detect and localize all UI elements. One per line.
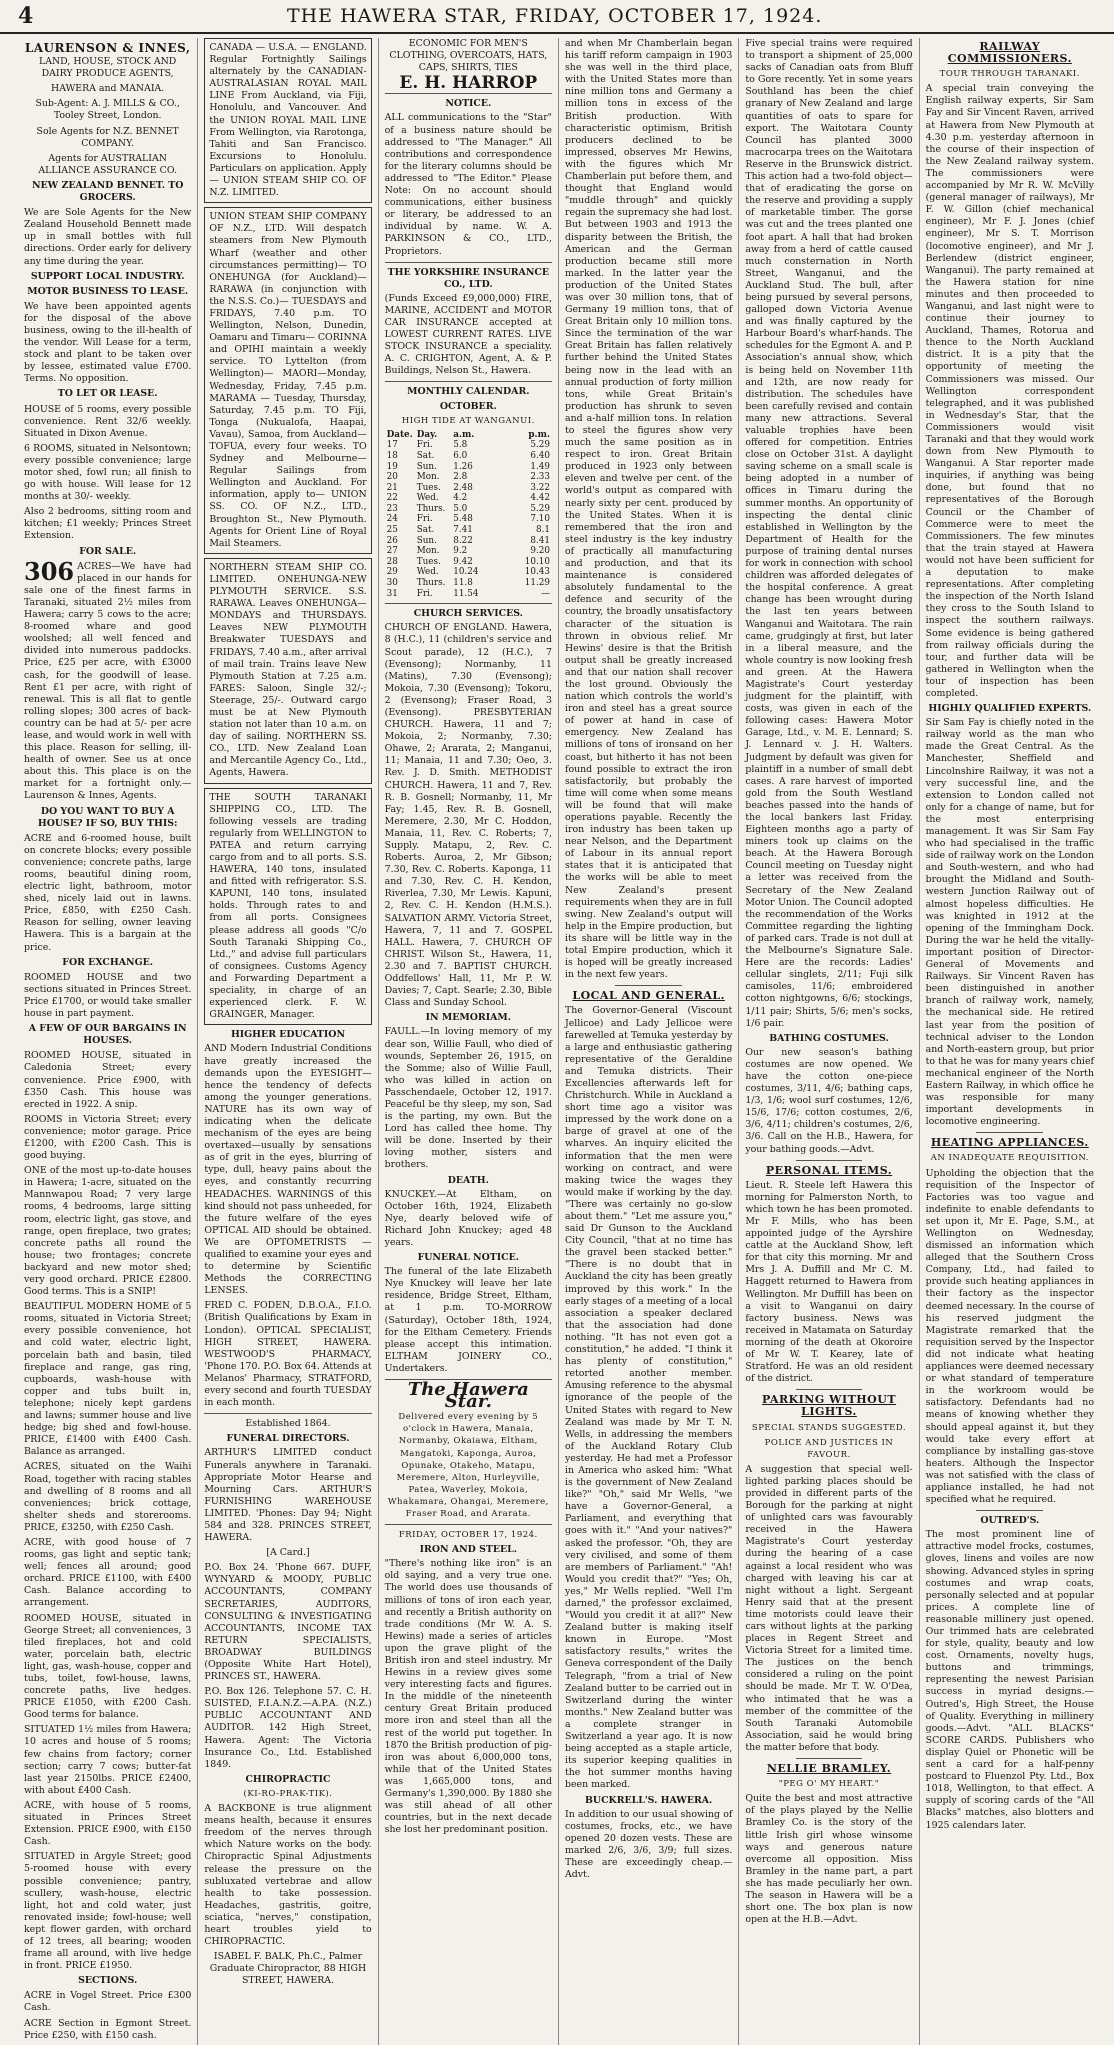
foden-ad: FRED C. FODEN, D.B.O.A., F.I.O. (British Qualifications by Exam in London). OPTICAL SPECIALIST, HIGH STREET, HAWERA. WESTWOOD'S PHARMACY, 'Phone 170. P.O. Box 64. Attends at Melanos' Pharmacy, STRATFORD, every second and fourth TUESDAY in each month. <box>204 1300 372 1409</box>
tide-cell: 11.8 <box>453 578 473 589</box>
tide-cell: 9.2 <box>453 546 468 557</box>
personal-heading: PERSONAL ITEMS. <box>765 1163 893 1177</box>
col1-line: LAND, HOUSE, STOCK AND DAIRY PRODUCE AGENTS, <box>38 56 177 80</box>
notice-heading: NOTICE. <box>445 98 492 110</box>
tide-row <box>385 525 552 536</box>
tide-row <box>385 462 552 473</box>
tide-cell: 3.22 <box>530 482 550 493</box>
calendar-subheading: HIGH TIDE AT WANGANUI. <box>401 415 535 426</box>
col1-line: Sole Agents for N.Z. BENNET COMPANY. <box>36 125 179 149</box>
tide-cell: 29 <box>386 567 398 578</box>
col1-para: ROOMED HOUSE and two sections situated in Princes Street. Price £1700, or would take smaller house in part payment. <box>24 971 192 1020</box>
tide-cell: — <box>541 588 550 599</box>
tide-cell: Sat. <box>416 450 435 461</box>
tide-row <box>385 546 552 557</box>
tide-cell: 9.20 <box>530 546 550 557</box>
divider <box>796 1758 863 1759</box>
heating-heading: HEATING APPLIANCES. <box>930 1136 1089 1150</box>
col1-para: BEAUTIFUL MODERN HOME of 5 rooms, situated in Victoria Street; every possible convenience, hot and cold water, electric light, porcelain bath and basin, tiled fireplace and range, gas ring, cupboards, wash-house with copper and tubs built in, telephone; nicely kept gardens and lawns; summer house and live hedge; big shed and fowl-house. PRICE, £1400 with £400 Cash. Balance as arranged. <box>24 1301 192 1458</box>
local-general-text: The Governor-General (Viscount Jellicoe) and Lady Jellicoe were farewelled at Temuka yesterday by a large and enthusiastic gathering representative of the Geraldine and Temuka districts. Their Excellencies afterwards left for Christchurch. While in Auckland a short time ago a visitor was impressed by the work done on a barge of gravel at one of the wharves. An inquiry elicited the information that the men were working on contract, and were making twice the wages they would make if working by the day. "There was certainly no go-slow about them." "Let me assure you," said Dr Gunson to the Auckland City Council, "that at no time has the gravel been stacked better." "There is no doubt that in Auckland the city has been greatly improved by this work." In the early stages of a meeting of a local association a speaker declared that the association had done nothing. "It has not even got a constitution," he added. "I think it has plenty of constitution," retorted another member. Amusing reference to the abysmal ignorance of the people of the United States with regard to New Zealand was made by Mr T. N. Wells, in addressing the members of the Auckland Rotary Club yesterday. He had met a Professor in America who asked him: "What is the government of New Zealand like?" "Oh," said Mr Wells, "we have a Governor-General, a Parliament, and everything that goes with it." "And your natives?" asked the professor. "Oh, they are very civilised, and some of them are members of Parliament." "Ah! Would you credit that?" "Yes; Oh, yes," Mr Wells replied. "Well I'm darned," the professor exclaimed, "Would you credit it at all?" New Zealand butter is making itself known in Europe. "Most satisfactory results," writes the Geneva correspondent of the Daily Telegraph, "from a trial of New Zealand butter to be carried out in Switzerland during the winter months." New Zealand butter was a complete stranger in Switzerland a year ago. It is now being accepted as a staple article, its superior keeping qualities in the hot summer months having been marked. <box>564 1005 733 1791</box>
tide-cell: Mon. <box>416 546 440 557</box>
church-text: CHURCH OF ENGLAND. Hawera, 8 (H.C.), 11 (children's service and Scout parade), 12 (H.C.), 7 (Evensong); Normanby, 11 (Matins), 7.30 (Evensong); Mokoia, 7.30 (Evensong); Tokoru, 2 (Evensong); Fraser Road, 3 (Evensong). PRESBYTERIAN CHURCH. Hawera, 11 and 7; Mokoia, 2; Normanby, 7.30; Ohawe, 2; Ararata, 2; Manganui, 11; Manaia, 11 and 7.30; Oeo, 3. Rev. J. D. Smith. METHODIST CHURCH. Hawera, 11 and 7, Rev. R. B. Gosnell; Normanby, 11, Mr Fay; 1.45, Rev. R. B. Gosnell, Meremere, 2.30, Mr C. Hoddon, Manaia, 11, Rev. C. Roberts; 7, Supply. Matapu, 2, Rev. C. Roberts. Auroa, 2, Mr Gibson; 7.30, Rev. C. Roberts. Kaponga, 11 and 7.30, Rev. C. H. Kendon, Riverlea, 7.30, Mr Lewis. Kapuni, 2, Rev. C. H. Kendon (H.M.S.). SALVATION ARMY. Victoria Street, Hawera, 7, 11 and 7. GOSPEL HALL. Hawera, 7. CHURCH OF CHRIST. Wilson St., Hawera, 11, 2.30 and 7. BAPTIST CHURCH. Oddfellows' Hall, 11, Mr P. W. Davies; 7, Capt. Searle; 2.30, Bible Class and Sunday School. <box>384 622 552 1009</box>
northern-steam-ad: NORTHERN STEAM SHIP CO. LIMITED. ONEHUNGA-NEW PLYMOUTH SERVICE. S.S. RARAWA. Leaves ONEHUNGA— MONDAYS and THURSDAYS. Leaves NEW PLYMOUTH Breakwater TUESDAYS and FRIDAYS, 7.40 a.m., after arrival of mail train. Trains leave New Plymouth Station at 7.25 a.m. FARES: Saloon, Single 32/-; Steerage, 25/-. Outward cargo must be at New Plymouth station not later than 10 a.m. on day of sailing. NORTHERN SS. CO., LTD. New Zealand Loan and Mercantile Agency Co., Ltd., Agents, Hawera. <box>204 558 371 784</box>
tide-col-pm: p.m. <box>528 429 550 440</box>
chiropractic-subheading: (KI-RO-PRAK-TIK). <box>243 1788 333 1799</box>
col1-para: We have been appointed agents for the disposal of the above business, owing to the ill-health of the vendor. Will Lease for a term, stock and plant to be taken over by lessee, estimated value £700. Terms. No opposition. <box>24 300 192 385</box>
tide-cell: 6.40 <box>530 450 550 461</box>
funeral-notice-text: The funeral of the late Elizabeth Nye Knuckey will leave her late residence, Bridge Street, Eltham, at 1 p.m. TO-MORROW (Saturday), October 18th, 1924, for the Eltham Cemetery. Friends please accept this intimation. ELTHAM JOINERY CO., Undertakers. <box>384 1266 552 1374</box>
iron-steel-continued: and when Mr Chamberlain began his tariff reform campaign in 1903 she was well in the third place, with the United States more than nine million tons and Germany a million tons in excess of the British production. With characteristic optimism, British producers declined to be impressed, observes Mr Hewins, with the figures which Mr Chamberlain put before them, and thought that England would "muddle through" and quickly regain the supremacy she had lost. But between 1903 and 1913 the disparity between the British, the American and the German production became still more marked. In the latter year the production of the United States was over 30 million tons, that of Germany 19 million tons, that of Great Britain only 10 million tons. Since the termination of the war Great Britain has fallen relatively further behind the United States being now in the lead with an annual production of forty million tons, while Great Britain's production has shrunk to seven and a-half million tons. In relation to steel the figures show very much the same position as in respect to iron. Great Britain produced in 1923 only between eleven and twelve per cent. of the world's output as compared with nearly sixty per cent. produced by the United States. When it is remembered that the iron and steel industry is the key industry of practically all manufacturing and production, and that its maintenance is considered absolutely fundamental to the defence and security of the country, the broadly unsatisfactory character of the situation is thrown in obvious relief. Mr Hewins' desire is that the British output shall be greatly increased and that our nation shall recover the lost ground. Obviously the nation which controls the world's iron and steel has a great source of power at hand in case of emergency. New Zealand has millions of tons of ironsand on her coast, but hitherto it has not been found possible to extract the iron satisfactorily, but probably the time will come when some means will be found that will make operations payable. Recently the iron industry has been taken up near Nelson, and the Department of Labour in its annual report states that it is anticipated that the works will be able to meet New Zealand's present requirements when they are in full swing. New Zealand's output will help in the Empire production, but its share will be little way in the total Empire production, which it is hoped will be greatly increased in the next few years. <box>564 38 733 981</box>
col1-para: ONE of the most up-to-date houses in Hawera; 1-acre, situated on the Mannwapou Road; 7 very large rooms, 4 bedrooms, large sitting room, electric light, gas stove, and range, open fireplace, two grates; concrete paths all round the house; two frontages; concrete backyard and new motor shed; very good orchard. PRICE £2800. Good terms. This is a SNIP! <box>24 1165 192 1298</box>
tide-cell: 1.26 <box>453 461 473 472</box>
tide-cell: 5.0 <box>453 503 468 514</box>
personal-text: Lieut. R. Steele left Hawera this morning for Palmerston North, to which town he has been promoted. Mr F. Mills, who has been appointed judge of the Ayrshire cattle at the Auckland Show, left for that city this morning. Mr and Mrs J. A. Duffill and Mr C. M. Haggett returned to Hawera from Wellington. Mr Duffill has been on a visit to Wanganui on dairy factory business. News was received in Matamata on Saturday morning of the death at Okoroire of Mr W. T. Kearey, late of Stratford. He was an old resident of the district. <box>745 1179 913 1385</box>
tide-table-header <box>385 430 552 441</box>
notice-text: ALL communications to the "Star" of a business nature should be addressed to "The Manager." All contributions and correspondence for the literary columns should be addressed to "The Editor." Please Note: On no account should communications, either business or literary, be addressed to an individual by name. W. A. PARKINSON & CO., LTD., Proprietors. <box>384 112 552 257</box>
col1-para: ROOMS in Victoria Street; every convenience; motor garage. Price £1200, with £200 Cash. This is good buying. <box>24 1113 192 1162</box>
nellie-heading: NELLIE BRAMLEY. <box>766 1762 892 1776</box>
railway-subheading: TOUR THROUGH TARANAKI. <box>939 69 1080 80</box>
divider <box>385 93 552 94</box>
tide-cell: Wed. <box>416 567 439 578</box>
funeral-directors-text: ARTHUR'S LIMITED conduct Funerals anywhere in Taranaki. Appropriate Motor Hearse and Mourning Cars. ARTHUR'S FURNISHING WAREHOUSE LIMITED. 'Phones: Day 94; Night 584 and 328. PRINCES STREET, HAWERA. <box>204 1447 372 1544</box>
col1-subheading: SUPPORT LOCAL INDUSTRY. <box>30 270 185 282</box>
outred-text: The most prominent line of attractive model frocks, costumes, gloves, linens and voiles are now showing. Advanced styles in spring costumes and wrap coats, personally selected and at popular prices. A complete line of reasonable millinery just opened. Our trimmed hats are celebrated for style, quality, beauty and low cost. Ornaments, novelty hugs, buttons and trimmings, representing the newest Parisian success in myriad designs.—Outred's, High Street, the House of Quality. Everything in millinery goods.—Advt. "ALL BLACKS" SCORE CARDS. Publishers who display Quiel or Phonetic will be sent a card for a half-penny postcard to Fluenzol Pty. Ltd., Box 1018, Wellington, to that effect. A supply of scoring cards of the "All Blacks" matches, also blotters and 1925 calendars later. <box>925 1529 1094 1831</box>
masthead-title: THE HAWERA STAR, FRIDAY, OCTOBER 17, 1924. <box>286 5 823 27</box>
tide-row <box>385 567 552 578</box>
death-heading: DEATH. <box>447 1174 489 1186</box>
hawera-star-subtitle: Delivered every evening by 5 o'clock in Hawera, Manaia, Normanby, Okaiawa, Eltham, Mangatoki, Kaponga, Auroa, Opunake, Otakeho, Matapu, Meremere, Alton, Hurleyville, Patea, Waverley, Mokoia, Whakamara, Ohangai, Meremere, Fraser Road, and Ararata. <box>387 1412 549 1519</box>
divider <box>615 985 682 986</box>
tide-cell: 21 <box>386 482 398 493</box>
col1-subheading: A FEW OF OUR BARGAINS IN HOUSES. <box>28 1023 187 1047</box>
tide-table <box>385 430 552 600</box>
experts-heading: HIGHLY QUALIFIED EXPERTS. <box>928 703 1092 715</box>
big-number: 306 <box>24 556 75 586</box>
col1-subheading: DO YOU WANT TO BUY A HOUSE? IF SO, BUY THIS: <box>37 805 178 829</box>
tide-cell: 28 <box>386 556 398 567</box>
parking-text: A suggestion that special well-lighted parking places should be provided in different parts of the Borough for the parking at night of unlighted cars was favourably received in the Hawera Magistrate's Court yesterday during the hearing of a case against a local resident who was charged with leaving his car at night without a light. Sergeant Henry said that at the present time motorists could leave their cars without lights at the parking places in Regent Street and Victoria Street for a limited time. The justices on the bench considered a ruling on the point should be made. Mr T. W. O'Dea, who intimated that he was a member of the committee of the South Taranaki Automobile Association, said he would bring the matter before that body. <box>745 1463 913 1753</box>
tide-row <box>385 557 552 568</box>
tide-cell: 5.8 <box>453 440 468 451</box>
parking-subheading: SPECIAL STANDS SUGGESTED. <box>751 1422 907 1433</box>
divider <box>204 1413 371 1414</box>
tide-cell: 30 <box>386 578 398 589</box>
tide-cell: Tues. <box>416 482 441 493</box>
tide-row <box>385 483 552 494</box>
chiropractic-heading: CHIROPRACTIC <box>245 1773 331 1785</box>
suisted-ad: P.O. Box 126. Telephone 57. C. H. SUISTED, F.I.A.N.Z.—A.P.A. (N.Z.) PUBLIC ACCOUNTANT AND AUDITOR. 142 High Street, Hawera. Agent: The Victoria Insurance Co., Ltd. Established 1849. <box>204 1686 372 1770</box>
tide-cell: 2.33 <box>530 472 550 483</box>
tide-row <box>385 451 552 462</box>
tide-cell: 26 <box>386 535 398 546</box>
yorkshire-heading: THE YORKSHIRE INSURANCE CO., LTD. <box>387 266 550 290</box>
established-line: Established 1864. <box>245 1418 331 1430</box>
higher-education-text: AND Modern Industrial Conditions have greatly increased the demands upon the EYESIGHT—hence the tendency of defects among the younger generations. NATURE has its own way of indicating when the delicate mechanism of the eyes are being overtaxed—usually by sensations as of grit in the eyes, blurring of type, dull, heavy pains about the eyes, and constantly recurring HEADACHES. WARNINGS of this kind should not pass unheeded, for the future welfare of the eyes OPTICAL AID should be obtained. We are OPTOMETRISTS —qualified to examine your eyes and to determine by Scientific Methods the CORRECTING LENSES. <box>204 1043 372 1297</box>
tide-cell: 4.42 <box>530 493 550 504</box>
tide-cell: 19 <box>386 461 398 472</box>
higher-education-heading: HIGHER EDUCATION <box>230 1029 346 1041</box>
tide-row <box>385 589 552 600</box>
funeral-directors-heading: FUNERAL DIRECTORS. <box>226 1433 350 1445</box>
death-text: KNUCKEY.—At Eltham, on October 16th, 1924, Elizabeth Nye, dearly beloved wife of Richard John Knuckey; aged 48 years. <box>384 1188 552 1248</box>
experts-text: Sir Sam Fay is chiefly noted in the railway world as the man who made the Great Central. As the Manchester, Sheffield and Lincolnshire Railway, it was not a very successful line, and the extension to London called not only for a change of name, but for the most enterprising management. It was Sir Sam Fay who had specialised in the traffic side of railway work on the London and South-western, and who had brought the Midland and South-western Junction Railway out of almost hopeless difficulties. He was knighted in 1912 at the opening of the Immingham Dock. During the war he held the vitally-important position of Director-General of Movements and Railways. Sir Vincent Raven has been distinguished in another branch of railway work, namely, the mechanical side. He retired last year from the position of technical adviser to the London and North-eastern group, but prior to that he was for many years chief mechanical engineer of the North Eastern Railway, in which office he was responsible for many important developments in locomotive engineering. <box>925 717 1094 1128</box>
divider <box>796 1160 863 1161</box>
memoriam-text: FAULL.—In loving memory of my dear son, Willie Faull, who died of wounds, September 26, 1915, on the Somme; also of Willie Faull, who was killed in action on Passchendaele, October 12, 1917. Peaceful be thy sleep, my son, Sad is the parting, my own. But the Lord has called thee home. Thy will be done. Inserted by their loving mother, sisters and brothers. <box>384 1026 552 1171</box>
column-1-classifieds <box>18 38 198 2045</box>
tide-cell: 31 <box>386 588 398 599</box>
col1-subheading: FOR EXCHANGE. <box>62 956 154 968</box>
balk-ad: ISABEL F. BALK, Ph.C., Palmer Graduate Chiropractor, 88 HIGH STREET, HAWERA. <box>209 1951 367 1987</box>
col1-subheading: FOR SALE. <box>79 545 137 557</box>
laurenson-heading: LAURENSON & INNES, <box>24 41 191 55</box>
tide-cell: Thurs. <box>416 578 446 589</box>
tide-cell: 5.29 <box>530 503 550 514</box>
iron-steel-heading: IRON AND STEEL. <box>419 1544 517 1556</box>
col1-para: 6 ROOMS, situated in Nelsontown; every possible convenience; large motor shed, fowl run; all finish to go with house. Will lease for 12 months at 30/- weekly. <box>24 442 192 503</box>
tide-cell: 18 <box>386 450 398 461</box>
page-number: 4 <box>18 3 34 29</box>
tide-cell: 2.48 <box>453 482 473 493</box>
tide-cell: Sun. <box>416 461 437 472</box>
railway-text: A special train conveying the English railway experts, Sir Sam Fay and Sir Vincent Raven, arrived at Hawera from New Plymouth at 4.30 p.m. yesterday afternoon in the course of their inspection of the New Zealand railway system. The commissioners were accompanied by Mr R. W. McVilly (general manager of railways), Mr F. W. Gillon (chief mechanical engineer), Mr F. J. Jones (chief engineer), Mr S. T. Morrison (locomotive engineer), and Mr J. Berlendew (district engineer, Wanganui). The party remained at the Hawera station for nine minutes and then proceeded to Wanganui, and last night were to continue their journey to Auckland, Thames, Rotorua and thence to the North Auckland district. It is a pity that the opportunity of meeting the Commissioners was missed. Our Wellington correspondent telegraphed, and it was published in Wednesday's Star, that the Commissioners would visit Taranaki and that they would work down from New Plymouth to Wanganui. A Star reporter made inquiries, if anything was being done, but found that no representatives of the Borough Council or the Chamber of Commerce were to meet the Commissioners. The few minutes that the train stayed at Hawera would not have been sufficient for a deputation to make representations. After completing the inspection of the North Island they cross to the South Island to inspect the southern railways. Some evidence is being gathered from railway officials during the tour, and further data will be gathered in Wellington when the tour of inspection has been completed. <box>925 83 1094 699</box>
divider <box>796 1389 863 1390</box>
tide-row <box>385 536 552 547</box>
tide-cell: Sun. <box>416 535 437 546</box>
nellie-subheading: "PEG O' MY HEART." <box>778 1779 880 1790</box>
divider <box>385 1524 552 1525</box>
tide-cell: Mon. <box>416 472 440 483</box>
nellie-text: Quite the best and most attractive of the plays played by the Nellie Bramley Co. is the story of the little Irish girl whose winsome ways and generous nature overcome all opposition. Miss Bramley in the name part, a part she has made peculiarly her own. The season in Hawera will be a short one. The box plan is now open at the H.B.—Advt. <box>745 1793 913 1926</box>
buckrell-text: In addition to our usual showing of costumes, frocks, etc., we have opened 20 dozen vests. These are marked 2/6, 3/6, 3/9; full sizes. These are exceedingly cheap.—Advt. <box>564 1808 733 1881</box>
col1-subheading: MOTOR BUSINESS TO LEASE. <box>27 285 189 297</box>
col1-para: ACRES, situated on the Waihi Road, together with racing stables and dwelling of 8 rooms and all conveniences; brick cottage, shelter sheds and storerooms. PRICE, £3250, with £250 Cash. <box>24 1461 192 1533</box>
tide-cell: Wed. <box>416 493 439 504</box>
harrop-name: E. H. HARROP <box>399 73 538 94</box>
tide-cell: 10.24 <box>453 567 479 578</box>
tide-row <box>385 472 552 483</box>
chiropractic-text: A BACKBONE is true alignment means health, because it ensures freedom of the nerves through which Nature works on the body. Chiropractic Spinal Adjustments release the pressure on the subluxated vertebrae and allow health to take possession. Headaches, gastritis, goitre, sciatica, "nerves," constipation, heart troubles yield to CHIROPRACTIC. <box>204 1803 372 1948</box>
tide-row <box>385 493 552 504</box>
parking-subheading-2: POLICE AND JUSTICES IN FAVOUR. <box>764 1437 894 1460</box>
tide-cell: Tues. <box>416 556 441 567</box>
tide-row <box>385 514 552 525</box>
col1-line: Sub-Agent: A. J. MILLS & CO., Tooley Street, London. <box>35 98 180 122</box>
tide-cell: 5.48 <box>453 514 473 525</box>
buckrell-heading: BUCKRELL'S. HAWERA. <box>584 1794 713 1806</box>
tide-cell: 9.42 <box>453 556 473 567</box>
tide-cell: 8.22 <box>453 535 473 546</box>
union-steam-ad: UNION STEAM SHIP COMPANY OF N.Z., LTD. Will despatch steamers from New Plymouth Wharf (weather and other circumstances permitting)— TO ONEHUNGA (for Auckland)— RARAWA (in conjunction with the N.S.S. Co.)— TUESDAYS and FRIDAYS, 7.40 p.m. TO Wellington, Nelson, Dunedin, Oamaru and Timaru— CORINNA and OPIHI maintain a weekly service. TO Lyttelton (from Wellington)— MAORI—Monday, Wednesday, Friday, 7.45 p.m. MARAMA — Tuesday, Thursday, Saturday, 7.45 p.m. TO Fiji, Tonga (Nukualofa, Haapai, Vavau), Samoa, from Auckland— TOFUA, every four weeks. TO Sydney and Melbourne— Regular Sailings from Wellington and Auckland. For information, apply to— UNION SS. CO. OF N.Z., LTD., Broughton St., New Plymouth. Agents for Orient Line of Royal Mail Steamers. <box>204 207 371 554</box>
tide-cell: 10.43 <box>524 567 550 578</box>
col1-para: ROOMED HOUSE, situated in Caledonia Street; every convenience. Price £900, with £350 Cash. This house was erected in 1922. A snip. <box>24 1050 192 1110</box>
tide-cell: 4.2 <box>453 493 468 504</box>
memoriam-heading: IN MEMORIAM. <box>425 1012 512 1024</box>
col1-para: Also 2 bedrooms, sitting room and kitchen; £1 weekly; Princes Street Extension. <box>24 506 192 542</box>
duff-ad: P.O. Box 24. 'Phone 667. DUFF, WYNYARD & MOODY, PUBLIC ACCOUNTANTS, COMPANY SECRETARIES, AUDITORS, CONSULTING & INVESTIGATING ACCOUNTANTS, INCOME TAX RETURN SPECIALISTS, BROADWAY BUILDINGS (Opposite White Hart Hotel), PRINCES ST., HAWERA. <box>204 1562 372 1683</box>
column-5-news <box>739 38 919 2045</box>
tide-cell: 11.54 <box>453 588 479 599</box>
tide-cell: 7.10 <box>530 514 550 525</box>
tide-col-day: Day. <box>416 429 438 440</box>
tide-cell: 24 <box>386 514 398 525</box>
tide-cell: Fri. <box>416 440 433 451</box>
divider <box>976 1132 1043 1133</box>
col1-para: SITUATED in Argyle Street; good 5-roomed house with every possible convenience; pantry, scullery, wash-house, electric light, hot and cold water, just renovated inside; fowl-house; well kept flower garden, with orchard of 12 trees, all bearing; wooden frame all around, with live hedge in front. PRICE £1950. <box>24 1851 192 1972</box>
masthead <box>0 0 1114 34</box>
church-heading: CHURCH SERVICES. <box>413 608 523 620</box>
tide-cell: 25 <box>386 525 398 536</box>
tide-cell: 27 <box>386 546 398 557</box>
calendar-month: OCTOBER. <box>439 400 497 412</box>
tide-cell: 23 <box>386 503 398 514</box>
divider <box>385 603 552 604</box>
col1-line: Agents for AUSTRALIAN ALLIANCE ASSURANCE CO. <box>38 152 177 176</box>
tide-cell: Sat. <box>416 525 435 536</box>
heating-text: Upholding the objection that the requisition of the Inspector of Factories was too vague and indefinite to enable defendants to set upon it, Mr E. Page, S.M., at Wellington on Wednesday, dismissed an information which alleged that the Southern Cross Company, Ltd., had failed to provide such heating appliances in their factory as the inspector deemed necessary. In the course of his reserved judgment the Magistrate remarked that the requisition served by the Inspector did not indicate what heating appliances were deemed necessary or what standard of temperature in the workroom would be satisfactory. Defendants had no means of knowing whether they should appeal against it, but they would take every effort at compliance by installing gas-stove heaters. Although the Inspector was not satisfied with the class of appliance installed, he had not specified what he required. <box>925 1167 1094 1506</box>
tide-cell: Fri. <box>416 588 433 599</box>
tide-cell: 11.29 <box>524 578 550 589</box>
tide-cell: 17 <box>386 440 398 451</box>
col1-para-text: ACRES—We have had placed in our hands for sale one of the finest farms in Taranaki, situated 2½ miles from Hawera; carry 5 cows to the acre; 8-roomed whare and good woolshed; all well fenced and divided into numerous paddocks. Price, £25 per acre, with £3000 cash, for the goodwill of lease. Rent £1 per acre, with right of renewal. This is all flat to gentle rolling slopes; 300 acres of back-country can be had at 5/- per acre lease, and would work in well with this place. Reason for selling, ill-health of owner. See us at once about this. This place is on the market for a fortnight only.—Laurenson & Innes, Agents. <box>24 560 192 802</box>
date-line: FRIDAY, OCTOBER 17, 1924. <box>398 1530 538 1541</box>
column-2-shipping <box>198 38 378 2045</box>
divider <box>385 381 552 382</box>
canada-ad: CANADA — U.S.A. — ENGLAND. Regular Fortnightly Sailings alternately by the CANADIAN-AUSTRALASIAN ROYAL MAIL LINE From Auckland, via Fiji, Honolulu, and Vancouver. And the UNION ROYAL MAIL LINE From Wellington, via Rarotonga, Tahiti and San Francisco. Excursions to Honolulu. Particulars on application. Apply— UNION STEAM SHIP CO. OF N.Z. LIMITED. <box>204 38 371 203</box>
tide-row <box>385 504 552 515</box>
col1-para: SITUATED 1½ miles from Hawera; 10 acres and house of 5 rooms; few chains from factory; corner section; carry 7 cows; butter-fat last year 2150lbs. PRICE £2400, with about £400 Cash. <box>24 1724 192 1796</box>
tide-cell: Thurs. <box>416 503 446 514</box>
column-6-news <box>920 38 1100 2045</box>
columns <box>18 38 1100 2041</box>
funeral-notice-heading: FUNERAL NOTICE. <box>417 1252 520 1264</box>
col1-para-300acres <box>24 556 192 803</box>
col1-subheading: TO LET OR LEASE. <box>57 388 158 400</box>
col1-para: HOUSE of 5 rooms, every possible convenience. Rent 32/6 weekly. Situated in Dixon Avenue. <box>24 403 192 439</box>
bathing-heading: BATHING COSTUMES. <box>769 1032 889 1044</box>
local-general-heading: LOCAL AND GENERAL. <box>572 989 725 1003</box>
tide-col-am: a.m. <box>453 429 475 440</box>
hawera-star-title: The Hawera Star. <box>407 1379 529 1413</box>
col5-news-text: Five special trains were required to transport a shipment of 25,000 sacks of Canadian oats from Bluff to Gore recently. Yet in some years Southland has been the chief granary of New Zealand and large quantities of oats to spare for export. The Waitotara County Council has planted 3000 macrocarpa trees on the Waitotara Reserve in the Brunswick district. This action had a two-fold object—that of eradicating the gorse on the reserve and providing a supply of marketable timber. The gorse was cut and the trees planted one foot apart. A hall that had broken away from a herd of cattle caused much consternation in North Street, Wanganui, and the Auckland Stud. The bull, after being pursued by several persons, galloped down Victoria Avenue and was finally captured by the Harbour Board's wharf-hands. The schedules for the Egmont A. and P. Association's annual show, which is being held on November 11th and 12th, are now ready for distribution. The schedules have been carefully revised and contain many new attractions. Several valuable trophies have been offered for competition. Entries close on October 31st. A daylight saving scheme on a small scale is being adopted in a number of offices in Timaru during the summer months. An opportunity of inspecting the dental clinic established in Wellington by the Department of Health for the purpose of training dental nurses for work in connection with school children was afforded delegates of the hospital conference. A great change has been wrought during the last ten years between Wanganui and Waitotara. The rain came, grudgingly at first, but later in a liberal measure, and the whole country is now looking fresh and green. At the Hawera Magistrate's Court yesterday judgment for the plaintiff, with costs, was given in each of the following cases: Hawera Motor Garage, Ltd., v. M. E. Lennard; S. J. Lennard v. J. H. Walters. Judgment by default was given for plaintiff in a number of small debt cases. A rare harvest of imported gold from the South Westland beaches passed into the hands of the local bankers last Friday. Eighteen months ago a party of miners took up claims on the beach. At the Hawera Borough Council meeting on Tuesday night a letter was received from the Secretary of the New Zealand Motor Union. The Council adopted the recommendation of the Works Committee regarding the lighting of parked cars. Trade is not dull at the Melbourne's Signature Sale. Here are the records: Ladies' cellular singlets, 2/11; Fuji silk camisoles, 11/6; embroidered cotton nightgowns, 6/6; stockings, 1/11 pair; Shirts, 5/6; men's socks, 1/6 pair. <box>745 38 913 1029</box>
tide-cell: 8.41 <box>530 535 550 546</box>
tide-row <box>385 440 552 451</box>
col1-para: ACRE Section in Egmont Street. Price £250, with £150 cash. <box>24 2017 192 2041</box>
col1-para: ACRE in Vogel Street. Price £300 Cash. <box>24 1990 192 2014</box>
railway-heading: RAILWAY COMMISSIONERS. <box>947 40 1072 66</box>
col1-para: ACRE, with house of 5 rooms, situated in Princes Street Extension. PRICE £900, with £150 Cash. <box>24 1799 192 1848</box>
tide-cell: 8.1 <box>535 525 550 536</box>
column-3-notices <box>379 38 559 2045</box>
col1-para: ACRE and 6-roomed house, built on concrete blocks; every possible convenience; concrete paths, large rooms, beautiful dining room, electric light, bathroom, motor shed, nicely laid out in lawns. Price, £850, with £250 Cash. Reason for selling, owner leaving Hawera. This is a bargain at the price. <box>24 832 192 953</box>
tide-row <box>385 578 552 589</box>
divider <box>385 262 552 263</box>
tide-cell: 1.49 <box>530 461 550 472</box>
yorkshire-text: (Funds Exceed £9,000,000) FIRE, MARINE, ACCIDENT and MOTOR CAR INSURANCE accepted at LOWEST CURRENT RATES. LIVE STOCK INSURANCE a speciality. A. C. CRIGHTON, Agent, A. & P. Buildings, Nelson St., Hawera. <box>384 292 552 377</box>
col1-para: ROOMED HOUSE, situated in George Street; all conveniences, 3 tiled fireplaces, hot and cold water, porcelain bath, electric light, gas, wash-house, copper and tubs, toilet, fowl-house, lawns, concrete paths, live hedges. PRICE £1050, with £200 Cash. Good terms for balance. <box>24 1612 192 1721</box>
card-line: [A Card.] <box>266 1547 310 1559</box>
tide-cell: 10.10 <box>524 556 550 567</box>
col1-line: HAWERA and MANAIA. <box>51 83 165 95</box>
outred-heading: OUTRED'S. <box>980 1515 1040 1527</box>
south-taranaki-ad: THE SOUTH TARANAKI SHIPPING CO., LTD. The following vessels are trading regularly from WELLINGTON to PATEA and return carrying cargo from and to all ports. S.S. HAWERA, 140 tons, insulated and fitted with refrigerator. S.S. KAPUNI, 140 tons, insulated holds. Through rates to and from all ports. Consignees please address all goods "C/o South Taranaki Shipping Co., Ltd.," and advise full particulars of consignees. Customs Agency and Forwarding Department a speciality, in charge of an experienced clerk. F. W. GRAINGER, Manager. <box>204 788 371 1026</box>
tide-col-date: Date. <box>386 429 413 440</box>
divider <box>976 1510 1043 1511</box>
tide-cell: 22 <box>386 493 398 504</box>
col1-subheading: NEW ZEALAND BENNET. TO GROCERS. <box>31 179 184 204</box>
tide-cell: 2.8 <box>453 472 468 483</box>
col1-subheading: SECTIONS. <box>78 1975 138 1987</box>
column-4-news <box>559 38 739 2045</box>
tide-cell: 20 <box>386 472 398 483</box>
col1-para: We are Sole Agents for the New Zealand Household Bennett made up in small bottles with full directions. Order early for delivery any time during the year. <box>24 207 192 267</box>
economic-ad: ECONOMIC FOR MEN'S CLOTHING, OVERCOATS, HATS, CAPS, SHIRTS, TIES <box>389 38 548 74</box>
tide-cell: 6.0 <box>453 450 468 461</box>
iron-steel-text: "There's nothing like iron" is an old saying, and a very true one. The world does use thousands of millions of tons of iron each year, and recently a British authority on trade conditions (Mr W. A. S. Hewins) made a series of articles upon the grave plight of the British iron and steel industry. Mr Hewins in a review gives some very interesting facts and figures. In the middle of the nineteenth century Great Britain produced more iron and steel than all the rest of the world put together. In 1870 the British production of pig-iron was about 6,000,000 tons, while that of the United States was 1,665,000 tons, and Germany's 1,390,000. By 1880 she was still ahead of all other countries, but in the next decade she lost her predominant position. <box>384 1558 552 1836</box>
bathing-text: Our new season's bathing costumes are now opened. We have the cotton one-piece costumes, 3/11, 4/6; bathing caps, 1/3, 1/6; wool surf costumes, 12/6, 15/6, 17/6; cotton costumes, 2/6, 3/6, 4/11; children's costumes, 2/6, 3/6. Call on the H.B., Hawera, for your bathing goods.—Advt. <box>745 1046 913 1155</box>
tide-cell: 7.41 <box>453 525 473 536</box>
heating-subheading: AN INADEQUATE REQUISITION. <box>930 1153 1089 1164</box>
calendar-heading: MONTHLY CALENDAR. <box>407 386 530 398</box>
tide-cell: Fri. <box>416 514 433 525</box>
tide-cell: 5.29 <box>530 440 550 451</box>
parking-heading: PARKING WITHOUT LIGHTS. <box>761 1393 897 1419</box>
col1-para: ACRE, with good house of 7 rooms, gas light and septic tank; well; fences all around; good orchard. PRICE £1100, with £400 Cash. Balance according to arrangement. <box>24 1536 192 1609</box>
